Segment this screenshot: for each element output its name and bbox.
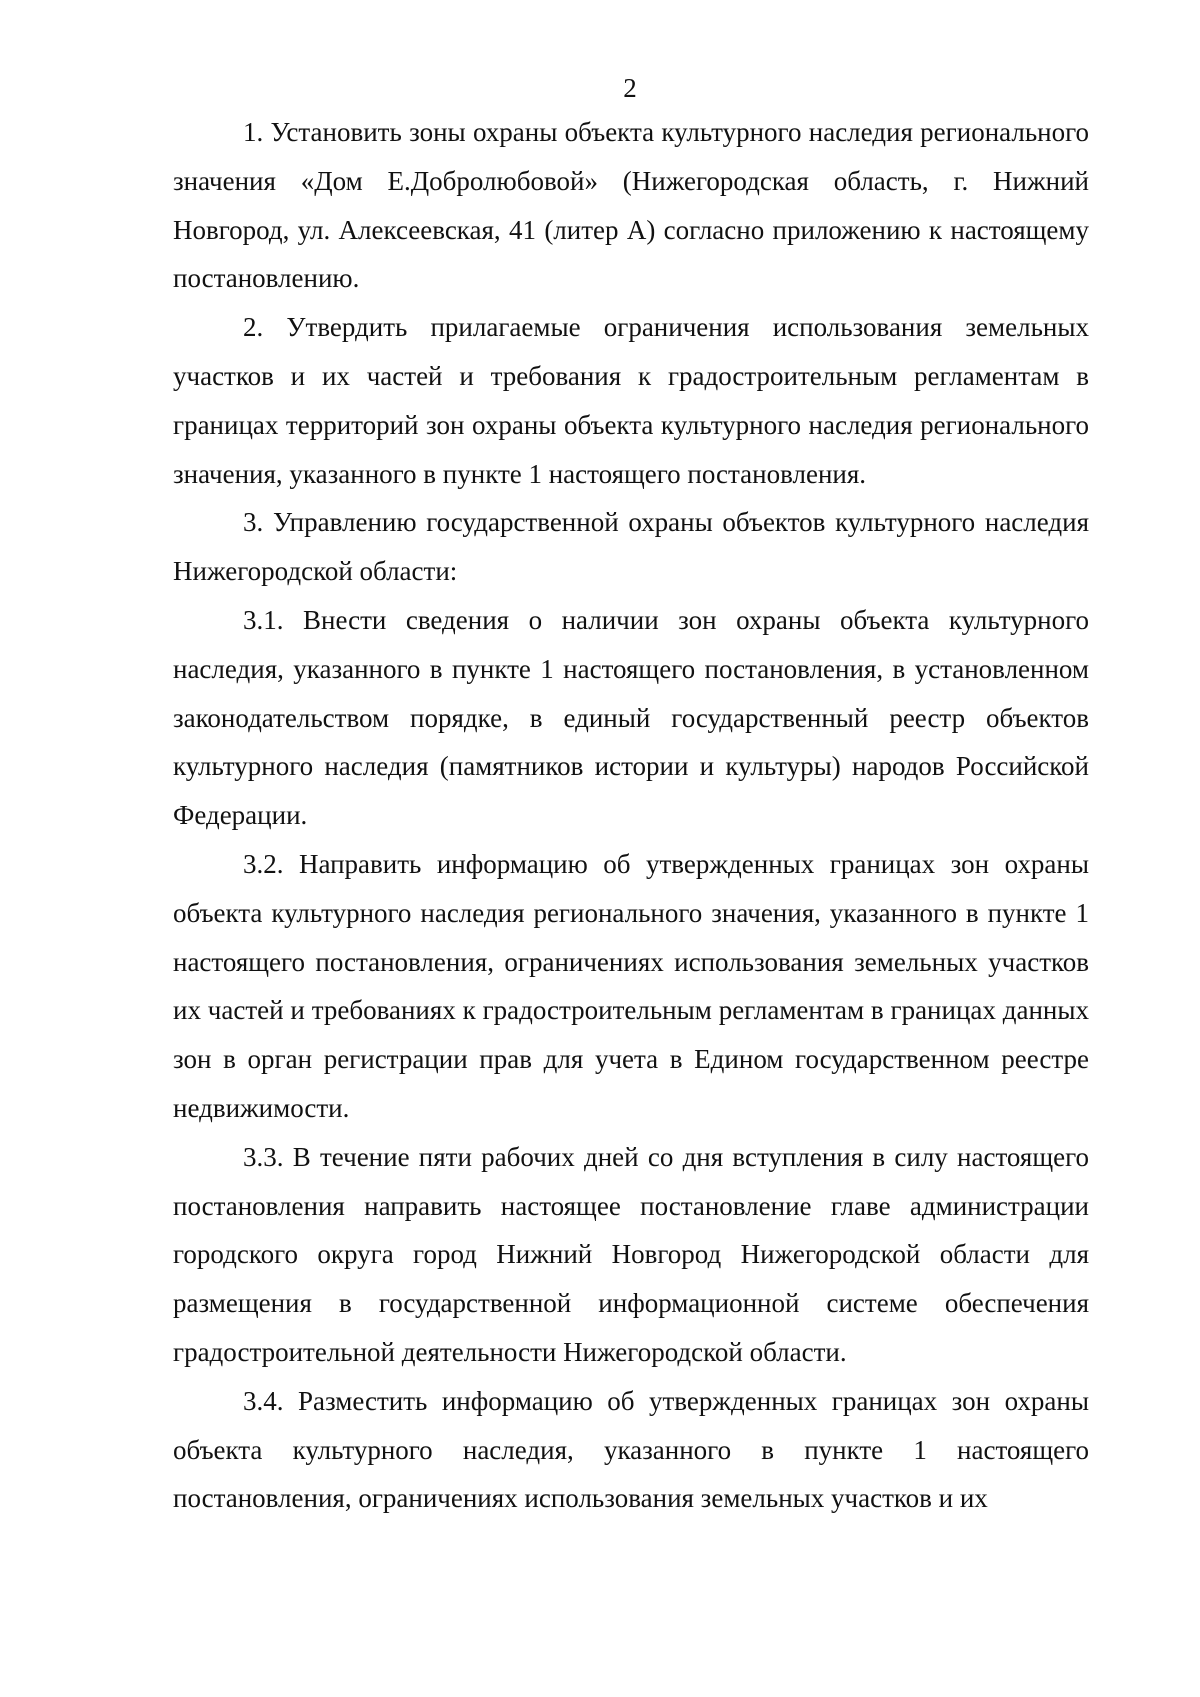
paragraph-3: 3. Управлению государственной охраны объектов культурного наследия Нижегородской области:: [173, 507, 1089, 587]
paragraph-3-4: 3.4. Разместить информацию об утвержденных границах зон охраны объекта культурного наследия, указанного в пункте 1 настоящего постановления, ограничениях использования земельных участков и их: [173, 1385, 1089, 1514]
document-body: [173, 108, 1089, 1523]
paragraph-1: 1. Установить зоны охраны объекта культурного наследия регионального значения «Дом Е.Добролюбовой» (Нижегородская область, г. Нижний Новгород, ул. Алексеевская, 41 (литер А) согласно приложению к настоящему постановлению.: [173, 117, 1089, 294]
paragraph-3-3: 3.3. В течение пяти рабочих дней со дня вступления в силу настоящего постановления направить настоящее постановление главе администрации городского округа город Нижний Новгород Нижегородской области для размещения в государственной информационной системе обеспечения градостроительной деятельности Нижегородской области.: [173, 1141, 1089, 1367]
paragraph-2: 2. Утвердить прилагаемые ограничения использования земельных участков и их частей и требования к градостроительным регламентам в границах территорий зон охраны объекта культурного наследия регионального значения, указанного в пункте 1 настоящего постановления.: [173, 312, 1089, 489]
paragraph-3-2: 3.2. Направить информацию об утвержденных границах зон охраны объекта культурного наследия регионального значения, указанного в пункте 1 настоящего постановления, ограничениях использования земельных участков их частей и требованиях к градостроительным регламентам в границах данных зон в орган регистрации прав для учета в Едином государственном реестре недвижимости.: [173, 848, 1089, 1123]
page-number: 2: [623, 73, 637, 103]
paragraph-3-1: 3.1. Внести сведения о наличии зон охраны объекта культурного наследия, указанного в пункте 1 настоящего постановления, в установленном законодательством порядке, в единый государственный реестр объектов культурного наследия (памятников истории и культуры) народов Российской Федерации.: [173, 604, 1089, 831]
